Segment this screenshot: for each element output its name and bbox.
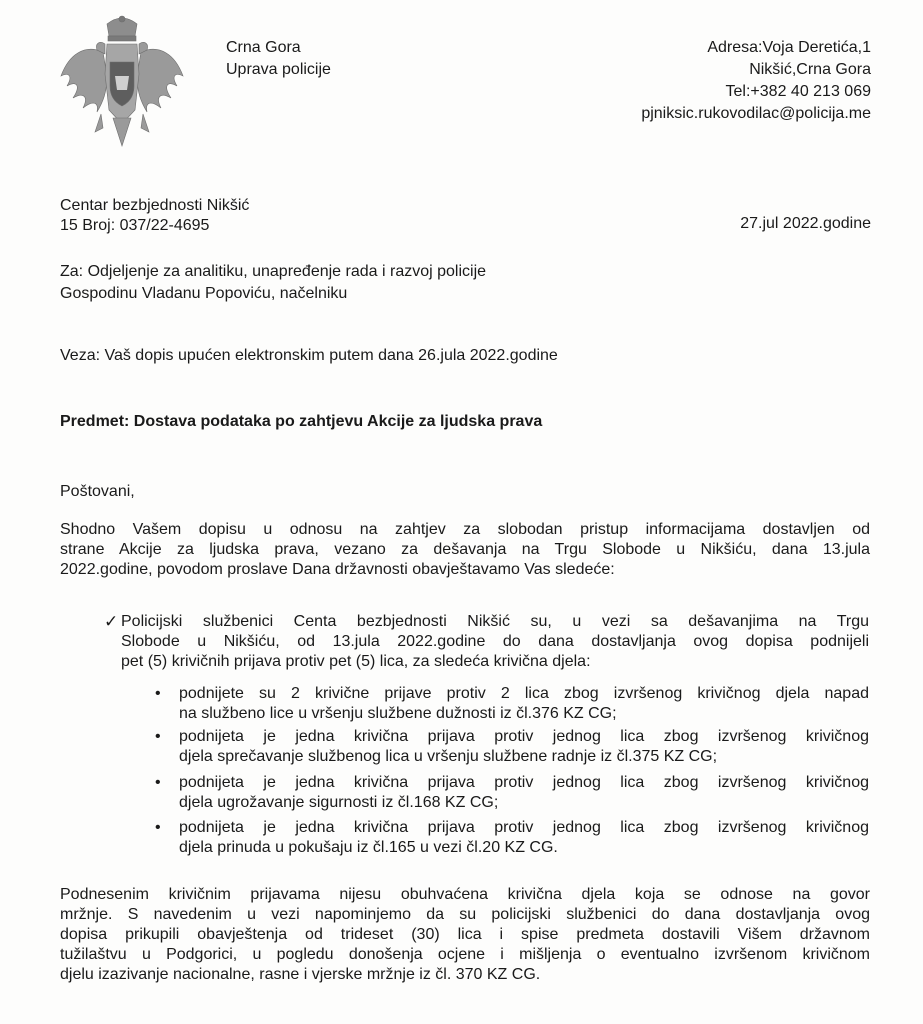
org-name-line1: Crna Gora [226,39,301,56]
recipient-block [60,262,486,306]
paragraph-line: mržnje. S navedenim u vezi napominjemo da su policijski službenici do dana dostavljanja ovog [60,906,870,923]
address-email: pjniksic.rukovodilac@policija.me [641,105,871,122]
paragraph-line: dopisa prikupili obavještenja od trideset (30) lica i spise predmeta dostavili Višem državnom [60,926,870,943]
address-phone: Tel:+382 40 213 069 [725,83,871,100]
security-center-name: Centar bezbjednosti Nikšić [60,197,250,214]
paragraph-conclusion [60,885,870,985]
list-item-line: podnijeta je jedna krivična prijava protiv jednog lica zbog izvršenog krivičnog [179,819,869,836]
check-item-text [121,612,869,672]
paragraph-line: 2022.godine, povodom proslave Dana državnosti obavještavamo Vas sledeće: [60,561,615,578]
bullet-icon: • [155,728,161,745]
address-street: Adresa:Voja Deretića,1 [707,39,871,56]
check-item-line: pet (5) krivičnih prijava protiv pet (5) lica, za sledeća krivična djela: [121,653,591,670]
bullet-icon: • [155,685,161,702]
list-item-line: podnijeta je jedna krivična prijava protiv jednog lica zbog izvršenog krivičnog [179,774,869,791]
list-item-line: na službeno lice u vršenju službene dužnosti iz čl.376 KZ CG; [179,705,617,722]
paragraph-line: strane Akcije za ljudska prava, vezano za dešavanja na Trgu Slobode u Nikšiću, dana 13.jula [60,541,870,558]
recipient-department: Za: Odjeljenje za analitiku, unapređenje rada i razvoj policije [60,263,487,280]
bullet-icon: • [155,819,161,836]
list-item-line: podnijeta je jedna krivična prijava protiv jednog lica zbog izvršenog krivičnog [179,728,869,745]
checkmark-icon: ✓ [104,612,119,631]
list-item-line: djela ugrožavanje sigurnosti iz čl.168 KZ CG; [179,794,499,811]
reference-line: Veza: Vaš dopis upućen elektronskim putem dana 26.jula 2022.godine [60,347,558,364]
list-item-line: podnijete su 2 krivične prijave protiv 2 lica zbog izvršenog krivičnog djela napad [179,685,869,702]
reference-number: 15 Broj: 037/22-4695 [60,217,210,234]
paragraph-line: djelu izazivanje nacionalne, rasne i vjerske mržnje iz čl. 370 KZ CG. [60,966,541,983]
check-item-line: Slobode u Nikšiću, od 13.jula 2022.godine do dana dostavljanja ovog dopisa podnijeli [121,633,869,650]
list-item-line: djela sprečavanje službenog lica u vršenju službene radnje iz čl.375 KZ CG; [179,748,718,765]
recipient-person: Gospodinu Vladanu Popoviću, načelniku [60,285,348,302]
address-city: Nikšić,Crna Gora [749,61,871,78]
check-item-line: Policijski službenici Centa bezbjednosti Nikšić su, u vezi sa dešavanjima na Trgu [121,613,869,630]
list-item-line: djela prinuda u pokušaju iz čl.165 u vezi čl.20 KZ CG. [179,839,558,856]
subject-line: Predmet: Dostava podataka po zahtjevu Akcije za ljudska prava [60,413,543,430]
document-date: 27.jul 2022.godine [740,215,871,232]
address-block [641,38,871,126]
paragraph-line: tužilaštvu u Podgorici, u pogledu donošenja ocjene i mišljenja o eventualno izvršenom krivičnom [60,946,870,963]
paragraph-line: Shodno Vašem dopisu u odnosu na zahtjev za slobodan pristup informacijama dostavljen od [60,521,870,538]
paragraph-line: Podnesenim krivičnim prijavama nijesu obuhvaćena krivična djela koja se odnose na govor [60,886,870,903]
bullet-icon: • [155,774,161,791]
coat-of-arms-logo [55,14,190,154]
greeting: Poštovani, [60,483,135,500]
paragraph-intro [60,520,870,580]
org-name-line2: Uprava policije [226,61,331,78]
